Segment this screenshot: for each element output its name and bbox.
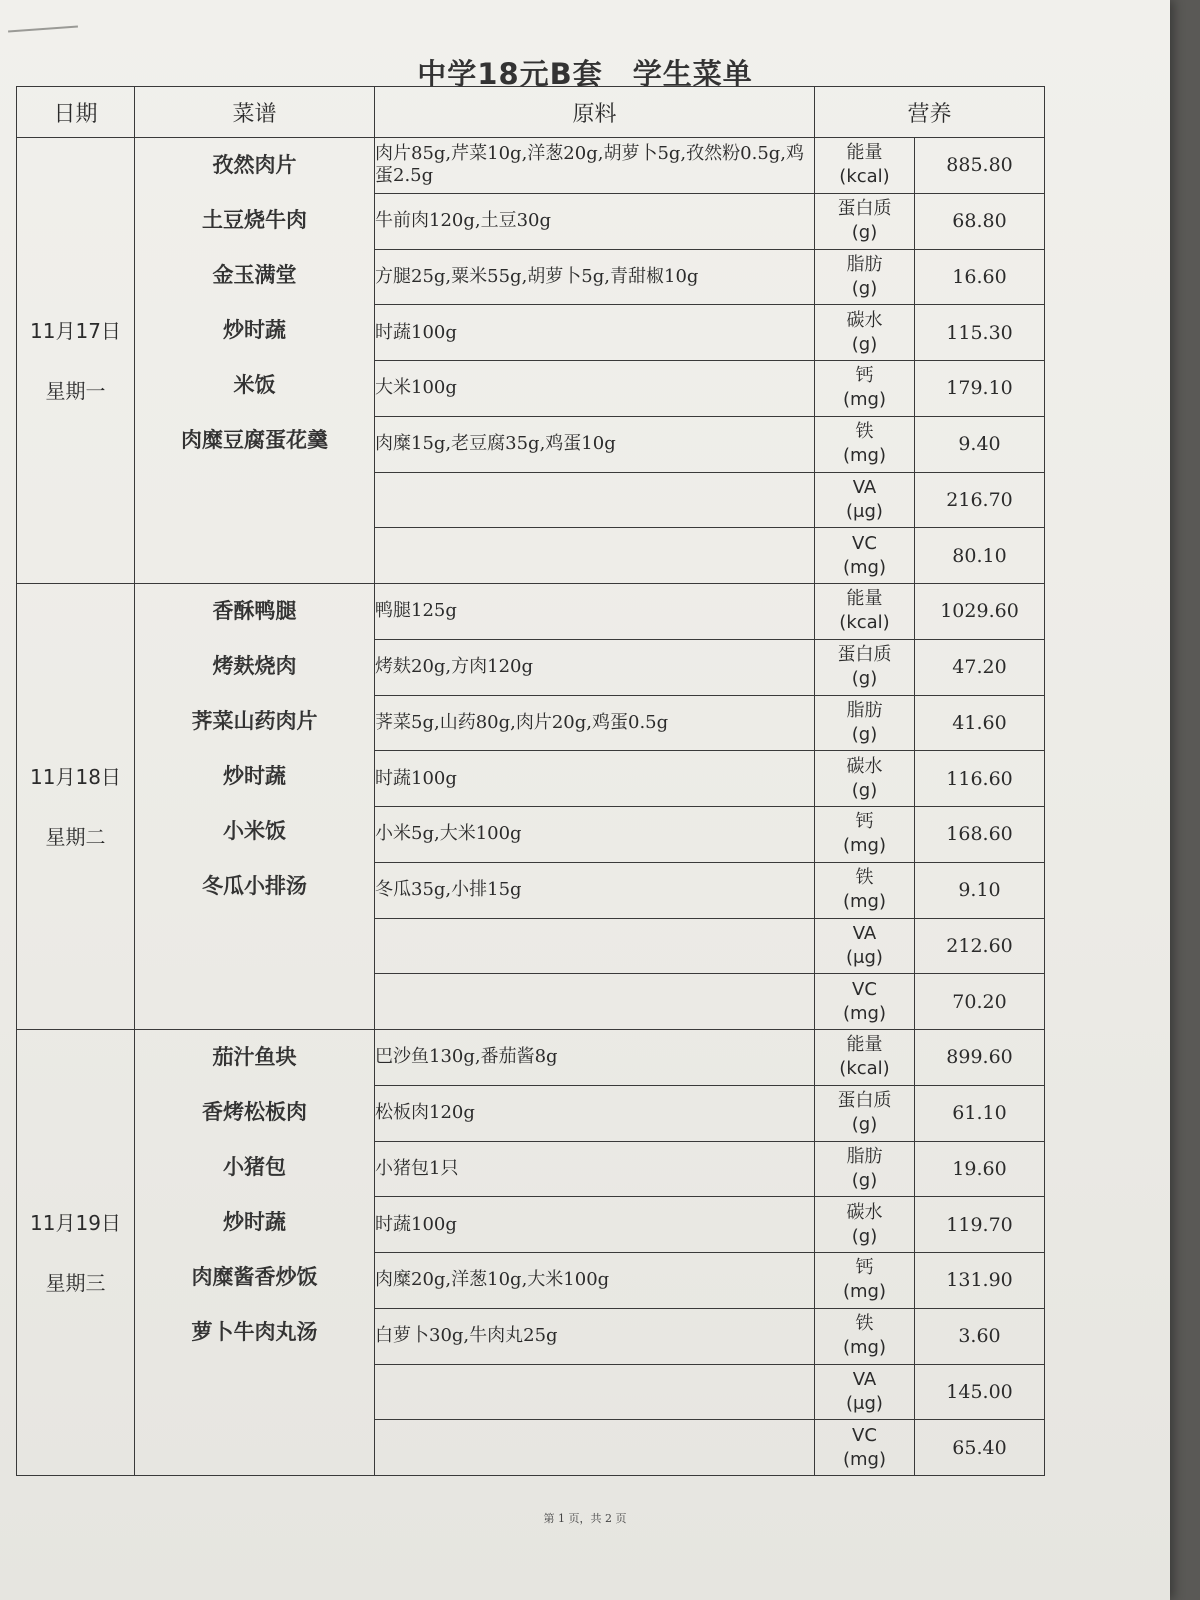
nutrient-label xyxy=(815,862,915,918)
ingredient-cell: 白萝卜30g,牛肉丸25g xyxy=(375,1308,815,1364)
page-footer: 第 1 页，共 2 页 xyxy=(543,1512,627,1525)
ingredient-cell: 肉糜20g,洋葱10g,大米100g xyxy=(375,1253,815,1309)
nutrient-name: 铁 xyxy=(855,421,874,443)
nutrient-label xyxy=(815,193,915,249)
menu-title: 中学18元B套 学生菜单 xyxy=(417,57,753,91)
ingredient-cell: 小猪包1只 xyxy=(375,1141,815,1197)
dish-name: 冬瓜小排汤 xyxy=(202,874,307,898)
ingredient-cell: 牛前肉120g,土豆30g xyxy=(375,193,815,249)
nutrient-name: VA xyxy=(852,1368,877,1390)
nutrient-name: 钙 xyxy=(855,1257,874,1279)
nutrient-name: 脂肪 xyxy=(846,699,883,721)
table-row xyxy=(17,1030,1045,1086)
nutrient-value: 9.40 xyxy=(915,416,1045,472)
nutrient-unit: (kcal) xyxy=(839,1058,890,1080)
dish-name: 炒时蔬 xyxy=(223,1210,286,1234)
ingredient-cell: 肉糜15g,老豆腐35g,鸡蛋10g xyxy=(375,416,815,472)
nutrient-value: 16.60 xyxy=(915,249,1045,305)
nutrient-unit: (g) xyxy=(851,222,878,244)
ingredient-cell: 松板肉120g xyxy=(375,1085,815,1141)
nutrient-value: 80.10 xyxy=(915,528,1045,584)
ingredient-cell xyxy=(375,528,815,584)
nutrient-name: 脂肪 xyxy=(846,1145,883,1167)
nutrient-value: 179.10 xyxy=(915,361,1045,417)
nutrient-unit: (kcal) xyxy=(839,612,890,634)
nutrient-label xyxy=(815,751,915,807)
nutrient-value: 47.20 xyxy=(915,639,1045,695)
nutrient-label xyxy=(815,1253,915,1309)
nutrient-label xyxy=(815,138,915,194)
day-date: 11月19日 xyxy=(30,1210,121,1235)
nutrient-value: 119.70 xyxy=(915,1197,1045,1253)
nutrient-unit: (μg) xyxy=(846,500,883,522)
nutrient-unit: (μg) xyxy=(846,1392,883,1414)
nutrient-name: VC xyxy=(852,532,877,554)
nutrient-unit: (g) xyxy=(851,723,878,745)
nutrient-name: VA xyxy=(852,476,877,498)
nutrient-label xyxy=(815,1308,915,1364)
ingredient-cell: 巴沙鱼130g,番茄酱8g xyxy=(375,1030,815,1086)
ingredient-cell: 大米100g xyxy=(375,361,815,417)
nutrient-name: 蛋白质 xyxy=(837,198,892,220)
nutrient-unit: (mg) xyxy=(842,1281,886,1303)
nutrient-name: 能量 xyxy=(846,588,883,610)
nutrient-name: 钙 xyxy=(855,811,874,833)
ingredient-cell xyxy=(375,472,815,528)
staple-mark xyxy=(8,26,78,33)
nutrient-unit: (g) xyxy=(851,333,878,355)
ingredient-cell: 鸭腿125g xyxy=(375,584,815,640)
nutrient-label xyxy=(815,1085,915,1141)
ingredient-cell: 时蔬100g xyxy=(375,751,815,807)
dish-name: 茄汁鱼块 xyxy=(212,1045,297,1069)
day-date: 11月18日 xyxy=(30,764,121,789)
menu-body xyxy=(17,138,1045,1476)
ingredient-cell: 小米5g,大米100g xyxy=(375,807,815,863)
nutrient-label xyxy=(815,695,915,751)
nutrient-value: 3.60 xyxy=(915,1308,1045,1364)
nutrient-label xyxy=(815,584,915,640)
nutrient-name: 蛋白质 xyxy=(837,1090,892,1112)
day-weekday: 星期三 xyxy=(45,1270,106,1295)
nutrient-unit: (mg) xyxy=(842,389,886,411)
dish-name: 萝卜牛肉丸汤 xyxy=(191,1320,318,1344)
nutrient-label xyxy=(815,918,915,974)
dishes-cell xyxy=(135,584,375,1030)
table-row xyxy=(17,584,1045,640)
nutrient-unit: (mg) xyxy=(842,1448,886,1470)
nutrient-name: VC xyxy=(852,1424,877,1446)
ingredient-cell: 荠菜5g,山药80g,肉片20g,鸡蛋0.5g xyxy=(375,695,815,751)
nutrient-unit: (g) xyxy=(851,779,878,801)
ingredient-cell: 时蔬100g xyxy=(375,305,815,361)
header-dishes: 菜谱 xyxy=(135,87,375,138)
nutrient-unit: (mg) xyxy=(842,835,886,857)
nutrient-value: 131.90 xyxy=(915,1253,1045,1309)
nutrient-unit: (mg) xyxy=(842,1337,886,1359)
dishes-cell xyxy=(135,138,375,584)
nutrient-unit: (g) xyxy=(851,1169,878,1191)
nutrient-value: 19.60 xyxy=(915,1141,1045,1197)
dish-name: 炒时蔬 xyxy=(223,764,286,788)
dish-name: 土豆烧牛肉 xyxy=(202,208,307,232)
nutrient-name: 能量 xyxy=(846,1034,883,1056)
day-weekday: 星期一 xyxy=(45,378,106,403)
nutrient-value: 68.80 xyxy=(915,193,1045,249)
ingredient-cell: 烤麸20g,方肉120g xyxy=(375,639,815,695)
nutrient-unit: (μg) xyxy=(846,946,883,968)
nutrient-value: 115.30 xyxy=(915,305,1045,361)
ingredient-cell xyxy=(375,1420,815,1476)
nutrient-unit: (mg) xyxy=(842,1002,886,1024)
nutrient-name: 碳水 xyxy=(846,309,883,331)
nutrient-value: 65.40 xyxy=(915,1420,1045,1476)
nutrient-label xyxy=(815,528,915,584)
menu-table xyxy=(16,86,1045,1476)
nutrient-label xyxy=(815,639,915,695)
day-weekday: 星期二 xyxy=(45,824,106,849)
nutrient-name: 碳水 xyxy=(846,1201,883,1223)
dish-name: 烤麸烧肉 xyxy=(212,654,297,678)
dish-name: 肉糜豆腐蛋花羹 xyxy=(181,428,328,452)
nutrient-value: 168.60 xyxy=(915,807,1045,863)
nutrient-label xyxy=(815,361,915,417)
nutrient-name: 碳水 xyxy=(846,755,883,777)
nutrient-value: 145.00 xyxy=(915,1364,1045,1420)
nutrient-unit: (g) xyxy=(851,277,878,299)
header-nutrition: 营养 xyxy=(815,87,1045,138)
nutrient-value: 1029.60 xyxy=(915,584,1045,640)
day-date: 11月17日 xyxy=(30,318,121,343)
nutrient-value: 216.70 xyxy=(915,472,1045,528)
day-date-cell xyxy=(17,584,135,1030)
nutrient-value: 41.60 xyxy=(915,695,1045,751)
nutrient-unit: (g) xyxy=(851,1114,878,1136)
dish-name: 金玉满堂 xyxy=(212,263,297,287)
nutrient-name: 钙 xyxy=(855,365,874,387)
nutrient-value: 116.60 xyxy=(915,751,1045,807)
ingredient-cell xyxy=(375,1364,815,1420)
dish-name: 小猪包 xyxy=(223,1155,286,1179)
ingredient-cell: 肉片85g,芹菜10g,洋葱20g,胡萝卜5g,孜然粉0.5g,鸡蛋2.5g xyxy=(375,138,815,194)
dish-name: 香酥鸭腿 xyxy=(212,599,297,623)
header-row xyxy=(17,87,1045,138)
day-date-cell xyxy=(17,1030,135,1476)
header-date: 日期 xyxy=(17,87,135,138)
nutrient-unit: (mg) xyxy=(842,445,886,467)
table-row xyxy=(17,138,1045,194)
nutrient-unit: (mg) xyxy=(842,556,886,578)
dish-name: 肉糜酱香炒饭 xyxy=(191,1265,318,1289)
ingredient-cell: 时蔬100g xyxy=(375,1197,815,1253)
header-ingredients: 原料 xyxy=(375,87,815,138)
nutrient-name: 铁 xyxy=(855,1313,874,1335)
nutrient-name: 脂肪 xyxy=(846,253,883,275)
dishes-cell xyxy=(135,1030,375,1476)
ingredient-cell: 方腿25g,粟米55g,胡萝卜5g,青甜椒10g xyxy=(375,249,815,305)
ingredient-cell xyxy=(375,974,815,1030)
nutrient-value: 70.20 xyxy=(915,974,1045,1030)
nutrient-name: VA xyxy=(852,922,877,944)
ingredient-cell: 冬瓜35g,小排15g xyxy=(375,862,815,918)
dish-name: 荠菜山药肉片 xyxy=(191,709,318,733)
nutrient-value: 899.60 xyxy=(915,1030,1045,1086)
nutrient-value: 9.10 xyxy=(915,862,1045,918)
dish-name: 孜然肉片 xyxy=(212,153,297,177)
dish-name: 米饭 xyxy=(233,373,276,397)
nutrient-label xyxy=(815,1420,915,1476)
nutrient-unit: (mg) xyxy=(842,891,886,913)
ingredient-cell xyxy=(375,918,815,974)
nutrient-label xyxy=(815,1197,915,1253)
nutrient-label xyxy=(815,807,915,863)
nutrient-value: 885.80 xyxy=(915,138,1045,194)
nutrient-label xyxy=(815,1030,915,1086)
nutrient-label xyxy=(815,305,915,361)
nutrient-value: 61.10 xyxy=(915,1085,1045,1141)
dish-name: 香烤松板肉 xyxy=(202,1100,307,1124)
nutrient-unit: (g) xyxy=(851,668,878,690)
dish-name: 小米饭 xyxy=(223,819,286,843)
nutrient-label xyxy=(815,249,915,305)
nutrient-name: 铁 xyxy=(855,867,874,889)
dish-name: 炒时蔬 xyxy=(223,318,286,342)
nutrient-value: 212.60 xyxy=(915,918,1045,974)
nutrient-label xyxy=(815,416,915,472)
day-date-cell xyxy=(17,138,135,584)
nutrient-label xyxy=(815,1364,915,1420)
nutrient-name: 能量 xyxy=(846,142,883,164)
nutrient-unit: (kcal) xyxy=(839,166,890,188)
nutrient-name: VC xyxy=(852,978,877,1000)
nutrient-label xyxy=(815,472,915,528)
nutrient-unit: (g) xyxy=(851,1225,878,1247)
nutrient-label xyxy=(815,1141,915,1197)
nutrient-name: 蛋白质 xyxy=(837,644,892,666)
nutrient-label xyxy=(815,974,915,1030)
